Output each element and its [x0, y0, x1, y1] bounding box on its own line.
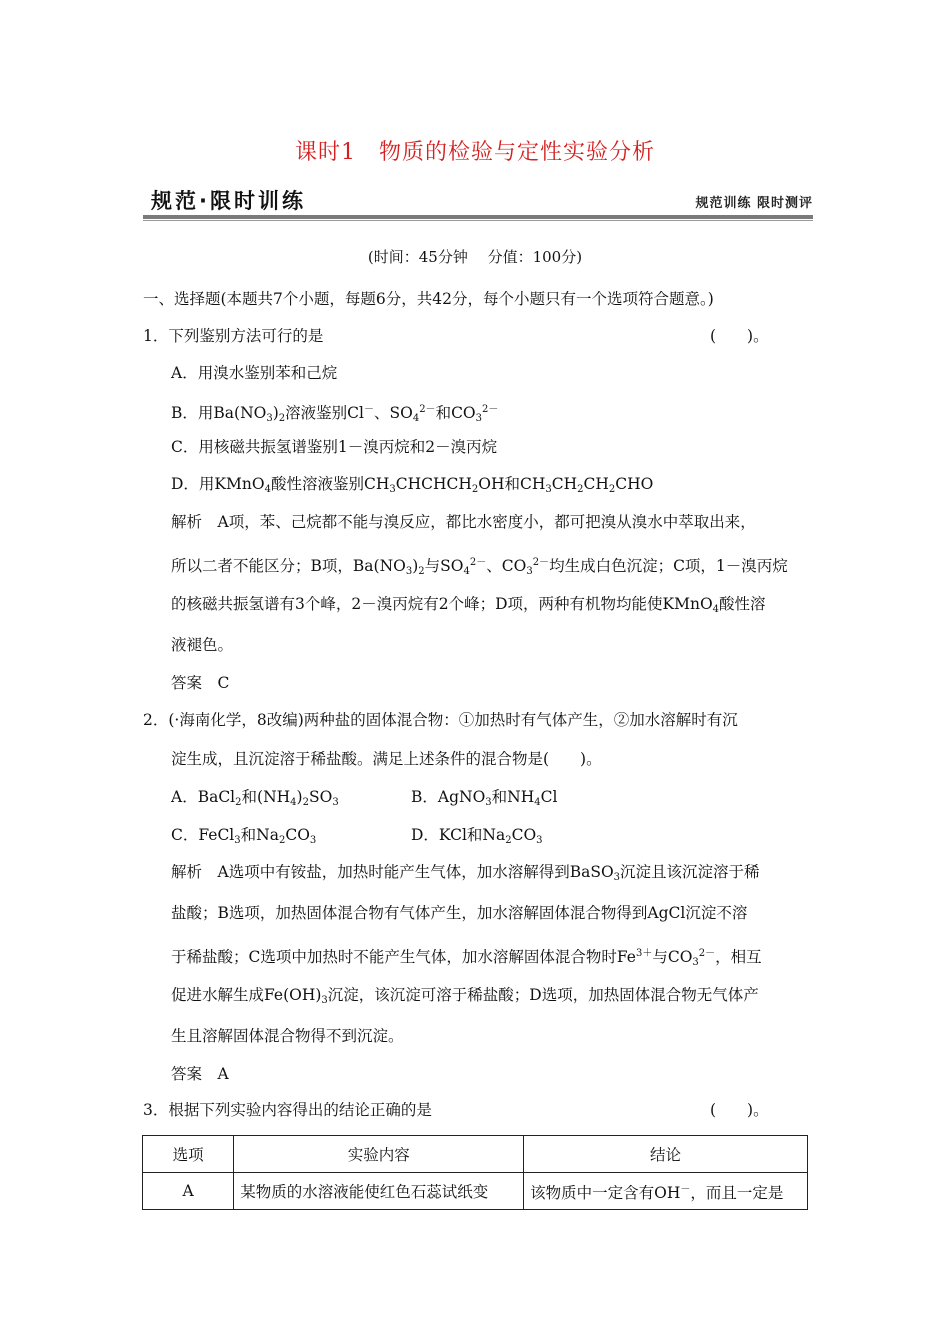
text: 与SO [424, 557, 464, 575]
cell-conclusion [524, 1173, 808, 1210]
text: D．用KMnO [171, 475, 265, 493]
q3-stem: 3．根据下列实验内容得出的结论正确的是 [143, 1101, 432, 1119]
text: 酸性溶 [719, 595, 766, 613]
q2-option-c [171, 824, 316, 852]
text: B．用Ba(NO [171, 404, 267, 422]
sup: 2－ [469, 557, 487, 568]
lesson-title: 课时1 物质的检验与定性实验分析 [295, 140, 655, 165]
sub: 4 [412, 413, 420, 424]
sub: 3 [332, 797, 339, 808]
sub: 3 [475, 413, 483, 424]
sub: 4 [463, 566, 470, 577]
sup: 2－ [532, 557, 550, 568]
section-heading: 一、选择题(本题共7个小题，每题6分，共42分，每个小题只有一个选项符合题意。) [143, 290, 714, 308]
q2-stem-line-1: 2．(·海南化学，8改编)两种盐的固体混合物：①加热时有气体产生，②加水溶解时有沉 [143, 711, 738, 729]
sup: 2－ [419, 404, 436, 415]
q2-analysis-line-3 [171, 943, 762, 974]
q1-option-c: C．用核磁共振氢谱鉴别1－溴丙烷和2－溴丙烷 [171, 438, 498, 456]
q1-stem: 1．下列鉴别方法可行的是 [143, 327, 324, 345]
sub: 4 [290, 797, 297, 808]
q2-option-b [411, 786, 557, 814]
text: B．AgNO [411, 788, 486, 806]
sub: 2 [278, 413, 286, 424]
q1-analysis-line-1: 解析 A项，苯、己烷都不能与溴反应，都比水密度小，都可把溴从溴水中萃取出来， [171, 513, 756, 531]
table-row [143, 1173, 808, 1210]
sup: － [680, 1183, 691, 1195]
cell-content: 某物质的水溶液能使红色石蕊试纸变 [234, 1173, 524, 1210]
sub: 3 [321, 995, 328, 1006]
sub: 2 [418, 566, 425, 577]
text: CH [583, 475, 609, 493]
sub: 2 [471, 484, 479, 495]
sub: 3 [389, 484, 396, 495]
text: 于稀盐酸；C选项中加热时不能产生气体，加水溶解固体混合物时Fe [171, 948, 636, 966]
text: A．BaCl [171, 788, 236, 806]
sub: 2 [235, 797, 242, 808]
sup: 2－ [482, 404, 499, 415]
sub: 3 [485, 797, 492, 808]
header-option: 选项 [143, 1136, 234, 1173]
sub: 2 [302, 797, 309, 808]
sub: 3 [536, 835, 543, 846]
text: 促进水解生成Fe(OH) [171, 986, 322, 1004]
text: 酸性溶液鉴别CH [270, 475, 390, 493]
q1-analysis-line-4: 液褪色。 [171, 636, 234, 654]
text: C．FeCl [171, 826, 235, 844]
text: OH和CH [478, 475, 546, 493]
text: 所以二者不能区分；B项，Ba(NO [171, 557, 406, 575]
section-banner [143, 188, 813, 218]
q1-analysis-line-3 [171, 593, 766, 621]
cell-option: A [143, 1173, 234, 1210]
text: 溶液鉴别Cl [285, 404, 364, 422]
q2-option-a [171, 786, 339, 814]
text: CHCHCH [395, 475, 472, 493]
text: CH [551, 475, 578, 493]
q2-analysis-line-5: 生且溶解固体混合物得不到沉淀。 [171, 1027, 404, 1045]
q1-answer: 答案 C [171, 674, 230, 692]
sub: 2 [608, 484, 616, 495]
table-header-row [143, 1136, 808, 1173]
banner-subtitle: 规范训练 限时测评 [695, 196, 813, 211]
sub: 2 [505, 835, 512, 846]
q2-analysis-line-1 [171, 861, 760, 889]
text: 该物质中一定含有OH [530, 1183, 681, 1202]
q3-answer-blank: ( )。 [710, 1101, 769, 1119]
text: 沉淀且该沉淀溶于稀 [620, 863, 760, 881]
text: SO [308, 788, 333, 806]
text: CO [511, 826, 537, 844]
q2-analysis-line-2: 盐酸；B选项，加热固体混合物有气体产生，加水溶解固体混合物得到AgCl沉淀不溶 [171, 904, 748, 922]
text: 沉淀，该沉淀可溶于稀盐酸；D选项，加热固体混合物无气体产 [327, 986, 759, 1004]
text: 、CO [486, 557, 527, 575]
sup: 3＋ [635, 948, 653, 959]
sub: 4 [712, 604, 720, 615]
sub: 3 [692, 957, 699, 968]
sub: 2 [278, 835, 286, 846]
banner-title: 规范·限时训练 [151, 189, 306, 213]
text: 均生成白色沉淀；C项，1－溴丙烷 [549, 557, 788, 575]
text: ，相互 [715, 948, 762, 966]
sub: 3 [309, 835, 317, 846]
text: 和CO [435, 404, 476, 422]
header-content: 实验内容 [234, 1136, 524, 1173]
q1-option-d [171, 473, 653, 501]
text: CHO [615, 475, 654, 493]
banner-rule-thin [143, 220, 813, 221]
text: D．KCl和Na [411, 826, 506, 844]
header-conclusion: 结论 [524, 1136, 808, 1173]
text: ，而且一定是 [690, 1183, 784, 1202]
text: 的核磁共振氢谱有3个峰，2－溴丙烷有2个峰；D项，两种有机物均能使KMnO [171, 595, 713, 613]
text: 、SO [373, 404, 413, 422]
sup: － [363, 404, 374, 415]
sub: 2 [577, 484, 584, 495]
text: ) [272, 404, 279, 422]
q2-stem-line-2: 淀生成，且沉淀溶于稀盐酸。满足上述条件的混合物是( )。 [171, 750, 602, 768]
experiment-table [142, 1135, 808, 1210]
sub: 3 [613, 872, 621, 883]
text: ) [412, 557, 419, 575]
text: Cl [540, 788, 558, 806]
q1-option-b [171, 399, 498, 430]
q1-option-a: A．用溴水鉴别苯和己烷 [171, 364, 338, 382]
time-score-info: (时间：45分钟 分值：100分) [367, 248, 583, 266]
q2-option-d [411, 824, 543, 852]
text: ) [296, 788, 303, 806]
sub: 3 [405, 566, 413, 577]
sub: 3 [545, 484, 552, 495]
text: 与CO [652, 948, 693, 966]
q1-answer-blank: ( )。 [710, 327, 769, 345]
q1-analysis-line-2 [171, 552, 788, 583]
q2-answer: 答案 A [171, 1065, 229, 1083]
sub: 4 [264, 484, 271, 495]
q2-analysis-line-4 [171, 984, 759, 1012]
sub: 3 [266, 413, 273, 424]
sub: 4 [534, 797, 541, 808]
sup: 2－ [698, 948, 716, 959]
text: 解析 A选项中有铵盐，加热时能产生气体，加水溶解得到BaSO [171, 863, 614, 881]
sub: 3 [234, 835, 241, 846]
sub: 3 [526, 566, 533, 577]
text: CO [285, 826, 310, 844]
text: 和NH [491, 788, 535, 806]
text: 和Na [240, 826, 279, 844]
banner-rule [143, 215, 813, 219]
text: 和(NH [241, 788, 291, 806]
